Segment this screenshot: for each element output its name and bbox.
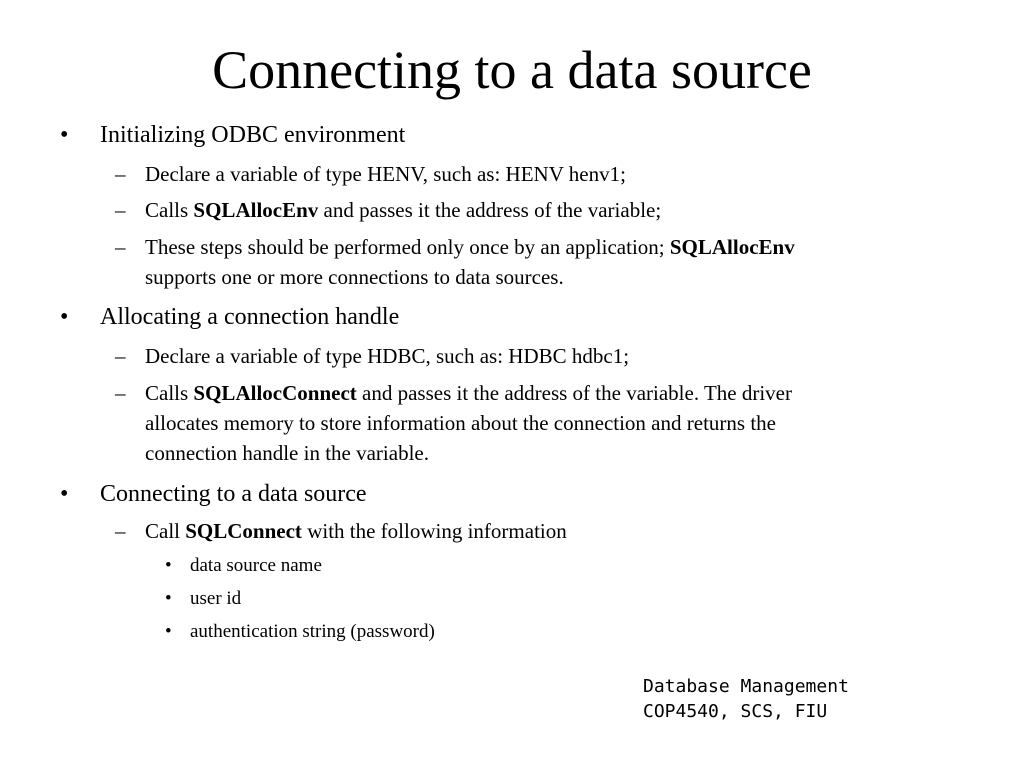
dash-marker: – xyxy=(115,235,126,259)
section-heading-odbc-env: Initializing ODBC environment xyxy=(100,122,406,148)
sub-list-item: data source name xyxy=(190,555,322,576)
function-name: SQLAllocConnect xyxy=(193,381,357,405)
dash-marker: – xyxy=(115,381,126,405)
sub-bullet-marker: • xyxy=(165,555,172,576)
function-name: SQLAllocEnv xyxy=(193,198,319,222)
dash-marker: – xyxy=(115,344,126,368)
list-item: These steps should be performed only once by an application; SQLAllocEnv xyxy=(145,235,795,259)
section-heading-connect: Connecting to a data source xyxy=(100,481,367,507)
function-name: SQLConnect xyxy=(185,519,302,543)
sub-list-item: authentication string (password) xyxy=(190,621,435,642)
function-name: SQLAllocEnv xyxy=(669,235,795,259)
sub-list-item: user id xyxy=(190,588,242,609)
list-item: Calls SQLAllocConnect and passes it the address of the variable. The driver xyxy=(145,381,792,405)
list-item-continuation: allocates memory to store information about the connection and returns the xyxy=(145,411,776,435)
bullet-marker: • xyxy=(60,304,69,330)
footer-course-title: Database Management xyxy=(643,676,849,697)
list-item: Declare a variable of type HENV, such as: HENV henv1; xyxy=(145,162,626,186)
section-heading-connection-handle: Allocating a connection handle xyxy=(100,304,400,330)
dash-marker: – xyxy=(115,198,126,222)
dash-marker: – xyxy=(115,162,126,186)
bullet-marker: • xyxy=(60,481,69,507)
sub-bullet-marker: • xyxy=(165,588,172,609)
list-item-continuation: connection handle in the variable. xyxy=(145,441,429,465)
bullet-marker: • xyxy=(60,122,69,148)
list-item-continuation: supports one or more connections to data sources. xyxy=(145,265,564,289)
list-item: Call SQLConnect with the following information xyxy=(145,519,567,543)
dash-marker: – xyxy=(115,519,126,543)
slide-footer xyxy=(643,674,849,724)
list-item: Calls SQLAllocEnv and passes it the address of the variable; xyxy=(145,198,662,222)
sub-bullet-marker: • xyxy=(165,621,172,642)
list-item: Declare a variable of type HDBC, such as: HDBC hdbc1; xyxy=(145,344,630,368)
footer-course-info: COP4540, SCS, FIU xyxy=(643,701,828,722)
slide-title: Connecting to a data source xyxy=(212,40,812,100)
